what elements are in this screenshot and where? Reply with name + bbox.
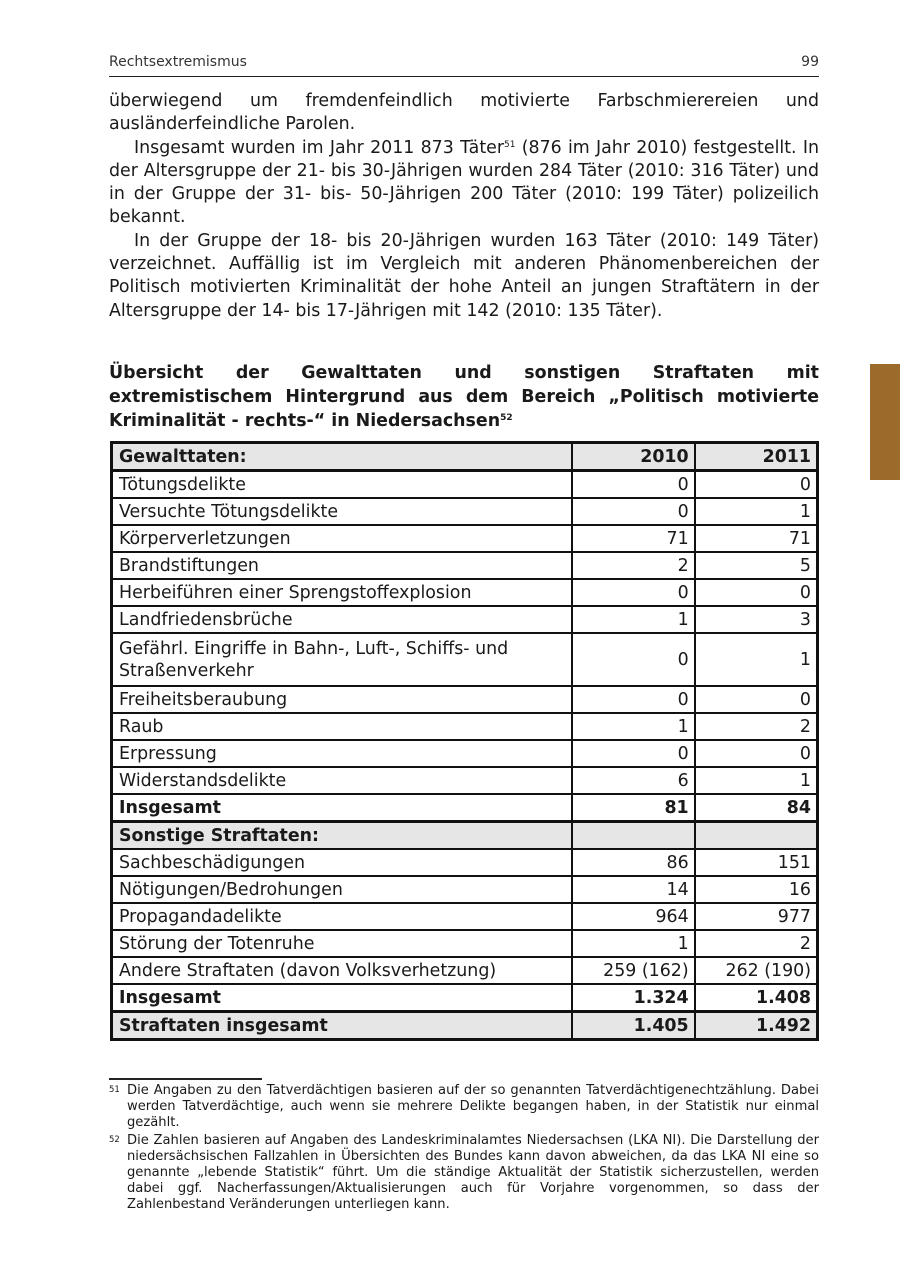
value-2010: 71 bbox=[572, 525, 694, 552]
table-row bbox=[112, 740, 818, 767]
value-2010: 2 bbox=[572, 552, 694, 579]
value-2011: 977 bbox=[695, 903, 818, 930]
row-label: Körperverletzungen bbox=[112, 525, 573, 552]
row-label: Erpressung bbox=[112, 740, 573, 767]
value-2011: 2 bbox=[695, 713, 818, 740]
table-row bbox=[112, 633, 818, 686]
value-2011: 0 bbox=[695, 579, 818, 606]
footnote-text: Die Angaben zu den Tatverdächtigen basieren auf der so genannten Tatverdächtigenechtzählung. Dabei werden Tatverdächtige, auch wenn sie mehrere Delikte begangen haben, in der Statistik nur einmal gezählt. bbox=[127, 1083, 819, 1131]
table-row bbox=[112, 794, 818, 822]
table-row bbox=[112, 498, 818, 525]
value-2010: 6 bbox=[572, 767, 694, 794]
footnote-ref-51[interactable]: 51 bbox=[504, 139, 516, 150]
value-2011: 1 bbox=[695, 767, 818, 794]
value-2010: 0 bbox=[572, 579, 694, 606]
value-2010: 259 (162) bbox=[572, 957, 694, 984]
table-row bbox=[112, 686, 818, 713]
paragraph-1: überwiegend um fremdenfeindlich motivierte Farbschmierereien und ausländerfeindliche Parolen. bbox=[109, 91, 819, 135]
table-row bbox=[112, 930, 818, 957]
value-2011: 71 bbox=[695, 525, 818, 552]
footnote-ref-52[interactable]: 52 bbox=[500, 413, 513, 423]
value-2011: 0 bbox=[695, 740, 818, 767]
value-2011: 3 bbox=[695, 606, 818, 633]
row-label: Widerstandsdelikte bbox=[112, 767, 573, 794]
row-label: Propagandadelikte bbox=[112, 903, 573, 930]
value-2010: 1 bbox=[572, 713, 694, 740]
table-row bbox=[112, 957, 818, 984]
table-caption-text: Übersicht der Gewalttaten und sonstigen Straftaten mit extremistischem Hintergrund aus dem Bereich „Politisch motivierte Kriminalität - rechts-“ in Niedersachsen bbox=[109, 363, 819, 431]
row-label: Versuchte Tötungsdelikte bbox=[112, 498, 573, 525]
row-label: Nötigungen/Bedrohungen bbox=[112, 876, 573, 903]
paragraph-2-end: (876 im Jahr 2010) festgestellt. In der Altersgruppe der 21- bis 30-Jährigen wurden 284 Täter (2010: 316 Täter) und in der Gruppe der 31- bis- 50-Jährigen 200 Täter (2010: 199 Täter) polizeilich bekannt. bbox=[109, 137, 819, 228]
value-2010: 1.405 bbox=[572, 1012, 694, 1040]
paragraph-3: In der Gruppe der 18- bis 20-Jährigen wurden 163 Täter (2010: 149 Täter) verzeichnet. Auffällig ist im Vergleich mit anderen Phänomenbereichen der Politisch motivierten Kriminalität der hohe Anteil an jungen Straftätern in der Altersgruppe der 14- bis 17-Jährigen mit 142 (2010: 135 Täter). bbox=[109, 230, 819, 321]
table-row bbox=[112, 767, 818, 794]
table-row bbox=[112, 822, 818, 850]
value-2011: 1 bbox=[695, 498, 818, 525]
chapter-tab-marker bbox=[870, 364, 900, 480]
statistics-table-body bbox=[112, 443, 818, 1040]
table-row bbox=[112, 606, 818, 633]
value-2011: 16 bbox=[695, 876, 818, 903]
table-row bbox=[112, 443, 818, 471]
paragraph-2-start: Insgesamt wurden im Jahr 2011 873 Täter bbox=[134, 137, 504, 158]
running-title: Rechtsextremismus bbox=[109, 54, 247, 70]
table-row bbox=[112, 713, 818, 740]
footnote-divider bbox=[109, 1078, 262, 1080]
row-label: Tötungsdelikte bbox=[112, 471, 573, 499]
footnote-text: Die Zahlen basieren auf Angaben des Landeskriminalamtes Niedersachsen (LKA NI). Die Darstellung der niedersächsischen Fallzahlen in Übersichten des Bundes kann davon abweichen, da das LKA NI eine so genannte „lebende Statistik“ führt. Um die ständige Aktualität der Statistik sicherzustellen, werden dabei ggf. Nacherfassungen/Aktualisierungen auch für Vorjahre vorgenommen, so dass der Zahlenbestand Veränderungen unterliegen kann. bbox=[127, 1132, 819, 1213]
value-2011: 84 bbox=[695, 794, 818, 822]
value-2010: 14 bbox=[572, 876, 694, 903]
value-2011: 0 bbox=[695, 686, 818, 713]
value-2010: 964 bbox=[572, 903, 694, 930]
footnote-number: 51 bbox=[109, 1085, 120, 1095]
row-label: Raub bbox=[112, 713, 573, 740]
value-2010: 1.324 bbox=[572, 984, 694, 1012]
table-row bbox=[112, 525, 818, 552]
page-number: 99 bbox=[801, 54, 819, 70]
value-2010: 1 bbox=[572, 930, 694, 957]
row-label: Störung der Totenruhe bbox=[112, 930, 573, 957]
value-2010: 1 bbox=[572, 606, 694, 633]
value-2011: 0 bbox=[695, 471, 818, 499]
row-label: Sonstige Straftaten: bbox=[112, 822, 573, 850]
body-text bbox=[109, 90, 819, 323]
statistics-table bbox=[110, 441, 819, 1041]
value-2011: 5 bbox=[695, 552, 818, 579]
footnote bbox=[109, 1083, 819, 1132]
value-2010: 0 bbox=[572, 498, 694, 525]
value-2011: 262 (190) bbox=[695, 957, 818, 984]
value-2010 bbox=[572, 822, 694, 850]
row-label: Herbeiführen einer Sprengstoffexplosion bbox=[112, 579, 573, 606]
row-label: Sachbeschädigungen bbox=[112, 849, 573, 876]
table-row bbox=[112, 903, 818, 930]
row-label: Andere Straftaten (davon Volksverhetzung) bbox=[112, 957, 573, 984]
table-caption bbox=[109, 361, 819, 433]
value-2011: 1 bbox=[695, 633, 818, 686]
table-row bbox=[112, 471, 818, 499]
value-2011: 151 bbox=[695, 849, 818, 876]
table-row bbox=[112, 876, 818, 903]
row-label: Brandstiftungen bbox=[112, 552, 573, 579]
value-2010: 0 bbox=[572, 633, 694, 686]
row-label: Straftaten insgesamt bbox=[112, 1012, 573, 1040]
running-header bbox=[109, 54, 819, 77]
value-2010: 0 bbox=[572, 740, 694, 767]
footnotes bbox=[109, 1083, 819, 1215]
value-2011: 2 bbox=[695, 930, 818, 957]
value-2010: 86 bbox=[572, 849, 694, 876]
table-row bbox=[112, 849, 818, 876]
row-label: Gefährl. Eingriffe in Bahn-, Luft-, Schiffs- und Straßenverkehr bbox=[112, 633, 573, 686]
row-label: Insgesamt bbox=[112, 984, 573, 1012]
value-2010: 0 bbox=[572, 686, 694, 713]
value-2011 bbox=[695, 822, 818, 850]
row-label: Freiheitsberaubung bbox=[112, 686, 573, 713]
footnote-number: 52 bbox=[109, 1134, 120, 1145]
value-2011: 1.408 bbox=[695, 984, 818, 1012]
footnote bbox=[109, 1133, 819, 1214]
value-2010: 2010 bbox=[572, 443, 694, 471]
table-row bbox=[112, 579, 818, 606]
value-2011: 1.492 bbox=[695, 1012, 818, 1040]
table-row bbox=[112, 984, 818, 1012]
row-label: Landfriedensbrüche bbox=[112, 606, 573, 633]
value-2010: 0 bbox=[572, 471, 694, 499]
table-row bbox=[112, 552, 818, 579]
paragraph-2 bbox=[109, 137, 819, 230]
row-label: Gewalttaten: bbox=[112, 443, 573, 471]
table-row bbox=[112, 1012, 818, 1040]
value-2010: 81 bbox=[572, 794, 694, 822]
value-2011: 2011 bbox=[695, 443, 818, 471]
row-label: Insgesamt bbox=[112, 794, 573, 822]
